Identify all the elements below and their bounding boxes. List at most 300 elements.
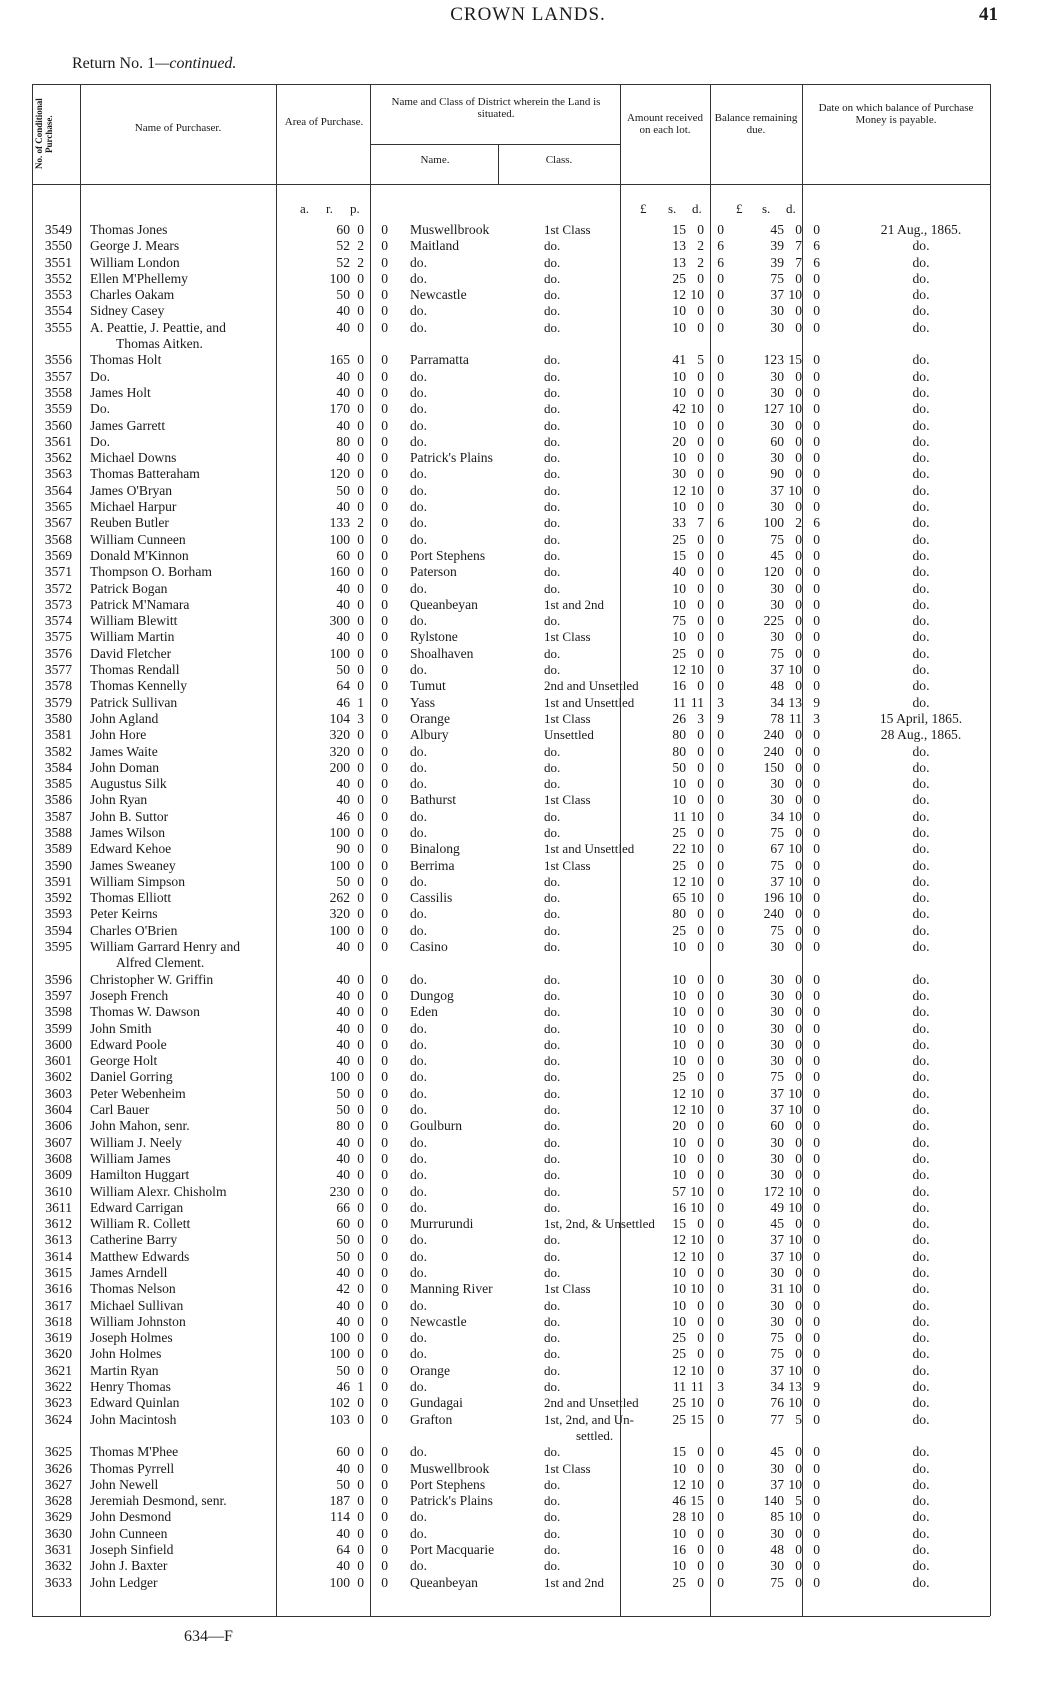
payment-date: do.: [912, 384, 930, 400]
district-class: do.: [544, 254, 561, 270]
purchaser-name: Edward Poole: [90, 1036, 167, 1052]
table-row: [32, 776, 994, 792]
balance-value: 37: [770, 1476, 784, 1492]
amount-value: 0: [717, 1362, 724, 1378]
amount-value: 33: [672, 515, 686, 531]
table-row: [32, 369, 994, 385]
district-name: do.: [410, 824, 427, 840]
district-name: do.: [410, 906, 427, 922]
purchase-number: 3624: [44, 1411, 72, 1427]
amount-value: 46: [672, 1493, 686, 1509]
payment-date: do.: [912, 580, 930, 596]
district-class: do.: [544, 1020, 561, 1036]
area-value: 40: [336, 450, 350, 466]
table-row: [32, 222, 994, 238]
table-row: [32, 1298, 994, 1314]
purchase-number: 3614: [44, 1248, 72, 1264]
district-name: Casino: [410, 939, 448, 955]
district-name: Patrick's Plains: [410, 1493, 493, 1509]
purchase-number: 3572: [44, 580, 72, 596]
balance-value: 0: [813, 417, 820, 433]
amount-value: 0: [697, 645, 704, 661]
balance-value: 0: [795, 1444, 802, 1460]
balance-value: 0: [795, 939, 802, 955]
purchase-number: 3567: [44, 515, 72, 531]
amount-value: 0: [717, 1248, 724, 1264]
balance-value: 67: [770, 841, 784, 857]
purchaser-name: John Holmes: [90, 1346, 162, 1362]
purchase-number: 3588: [44, 824, 72, 840]
payment-date: do.: [912, 547, 930, 563]
amount-value: 0: [697, 1313, 704, 1329]
balance-value: 0: [795, 824, 802, 840]
district-class: do.: [544, 401, 561, 417]
balance-value: 0: [795, 596, 802, 612]
table-row: [32, 1249, 994, 1265]
district-name: do.: [410, 417, 427, 433]
area-value: 0: [357, 287, 364, 303]
balance-value: 0: [795, 1167, 802, 1183]
balance-value: 10: [788, 1085, 802, 1101]
amount-value: 0: [717, 727, 724, 743]
balance-value: 0: [813, 857, 820, 873]
return-label: Return No. 1: [72, 55, 156, 72]
district-name: do.: [410, 1330, 427, 1346]
balance-value: 0: [795, 776, 802, 792]
balance-value: 37: [770, 287, 784, 303]
payment-date: do.: [912, 482, 930, 498]
area-value: 0: [381, 596, 388, 612]
amount-value: 10: [690, 873, 704, 889]
payment-date: do.: [912, 1216, 930, 1232]
balance-value: 10: [788, 1509, 802, 1525]
purchase-number: 3559: [44, 401, 72, 417]
payment-date: do.: [912, 1069, 930, 1085]
amount-value: 0: [717, 890, 724, 906]
purchase-number: 3621: [44, 1362, 72, 1378]
table-row: [32, 1444, 994, 1460]
payment-date: do.: [912, 1379, 930, 1395]
purchase-number: 3587: [44, 808, 72, 824]
balance-value: 0: [813, 808, 820, 824]
amount-value: 0: [717, 433, 724, 449]
balance-value: 10: [788, 1232, 802, 1248]
area-value: 40: [336, 499, 350, 515]
district-class: do.: [544, 1053, 561, 1069]
balance-value: 0: [813, 906, 820, 922]
area-value: 320: [329, 906, 350, 922]
payment-date: do.: [912, 1395, 930, 1411]
balance-value: 75: [770, 1069, 784, 1085]
balance-value: 127: [763, 401, 784, 417]
payment-date: do.: [912, 1265, 930, 1280]
district-name: do.: [410, 1134, 427, 1150]
table-row: [32, 678, 994, 694]
district-class: do.: [544, 352, 561, 368]
area-value: 0: [357, 1134, 364, 1150]
purchaser-name: Thomas Nelson: [90, 1281, 176, 1297]
district-name: Orange: [410, 710, 451, 726]
amount-value: 0: [697, 743, 704, 759]
district-name: Muswellbrook: [410, 222, 490, 237]
amount-value: 10: [672, 776, 686, 792]
balance-value: 0: [795, 1558, 802, 1574]
purchase-number: 3550: [44, 238, 72, 254]
area-value: 0: [381, 270, 388, 286]
purchaser-name: William J. Neely: [90, 1134, 182, 1150]
balance-value: 0: [813, 1362, 820, 1378]
balance-value: 7: [795, 254, 802, 270]
district-name: Queanbeyan: [410, 1574, 478, 1590]
district-name: do.: [410, 499, 427, 515]
balance-value: 3: [813, 710, 820, 726]
purchase-number: 3590: [44, 857, 72, 873]
district-name: Eden: [410, 1004, 438, 1020]
balance-value: 0: [795, 1542, 802, 1558]
purchaser-name: A. Peattie, J. Peattie, and Thomas Aitken.: [90, 320, 330, 352]
area-value: 2: [357, 515, 364, 531]
balance-value: 15: [788, 352, 802, 368]
area-value: 0: [381, 1069, 388, 1085]
purchaser-name: Martin Ryan: [90, 1362, 159, 1378]
area-value: 0: [381, 1493, 388, 1509]
balance-value: 30: [770, 580, 784, 596]
payment-date: do.: [912, 662, 930, 678]
purchase-number: 3592: [44, 890, 72, 906]
balance-value: 0: [795, 270, 802, 286]
amount-value: 0: [717, 1150, 724, 1166]
area-value: 230: [329, 1183, 350, 1199]
area-value: 60: [336, 222, 350, 237]
payment-date: do.: [912, 1020, 930, 1036]
amount-value: 10: [690, 287, 704, 303]
balance-value: 5: [795, 1411, 802, 1427]
amount-value: 10: [672, 1167, 686, 1183]
area-value: 0: [357, 678, 364, 694]
purchase-number: 3609: [44, 1167, 72, 1183]
amount-value: 12: [672, 1248, 686, 1264]
purchase-number: 3610: [44, 1183, 72, 1199]
amount-value: 25: [672, 1574, 686, 1590]
balance-value: 0: [795, 922, 802, 938]
purchase-number: 3602: [44, 1069, 72, 1085]
balance-value: 172: [763, 1183, 784, 1199]
balance-value: 0: [795, 857, 802, 873]
purchaser-name: James Holt: [90, 384, 151, 400]
area-value: 0: [357, 450, 364, 466]
amount-value: 0: [697, 857, 704, 873]
amount-value: 80: [672, 727, 686, 743]
balance-value: 0: [795, 564, 802, 580]
district-name: do.: [410, 1297, 427, 1313]
balance-value: 0: [813, 1085, 820, 1101]
purchase-number: 3597: [44, 987, 72, 1003]
district-name: do.: [410, 613, 427, 629]
amount-value: 20: [672, 433, 686, 449]
area-value: 0: [357, 939, 364, 955]
purchase-number: 3586: [44, 792, 72, 808]
purchase-number: 3589: [44, 841, 72, 857]
district-class: do.: [544, 482, 561, 498]
unit-shillings-balance: s.: [762, 201, 771, 216]
district-name: Port Stephens: [410, 547, 486, 563]
purchaser-name: Ellen M'Phellemy: [90, 270, 188, 286]
table-row: [32, 1346, 994, 1362]
purchaser-name: John Mahon, senr.: [90, 1118, 190, 1134]
balance-value: 13: [788, 694, 802, 710]
table-row: [32, 1265, 994, 1281]
area-value: 0: [357, 222, 364, 237]
amount-value: 10: [672, 580, 686, 596]
amount-value: 0: [697, 987, 704, 1003]
balance-value: 39: [770, 238, 784, 254]
amount-value: 0: [717, 1493, 724, 1509]
purchase-number: 3575: [44, 629, 72, 645]
purchase-number: 3581: [44, 727, 72, 743]
table-row: [32, 1167, 994, 1183]
area-value: 40: [336, 792, 350, 808]
area-value: 0: [357, 499, 364, 515]
payment-date: do.: [912, 987, 930, 1003]
balance-value: 0: [795, 1150, 802, 1166]
purchaser-name: Thomas W. Dawson: [90, 1004, 200, 1020]
balance-value: 0: [813, 1134, 820, 1150]
amount-value: 65: [672, 890, 686, 906]
district-class: do.: [544, 906, 561, 922]
area-value: 0: [357, 1183, 364, 1199]
purchaser-name: William Johnston: [90, 1313, 186, 1329]
amount-value: 0: [697, 906, 704, 922]
balance-value: 0: [813, 1265, 820, 1280]
col-head-district: Name and Class of District wherein the Land is situated.: [391, 96, 601, 120]
balance-value: 196: [763, 890, 784, 906]
district-name: Goulburn: [410, 1118, 463, 1134]
area-value: 0: [357, 1330, 364, 1346]
amount-value: 15: [672, 1216, 686, 1232]
amount-value: 0: [717, 759, 724, 775]
district-class: 1st Class: [544, 1281, 591, 1297]
amount-value: 0: [697, 417, 704, 433]
balance-value: 0: [813, 890, 820, 906]
payment-date: do.: [912, 564, 930, 580]
area-value: 0: [381, 1379, 388, 1395]
district-name: do.: [410, 433, 427, 449]
balance-value: 0: [795, 971, 802, 987]
area-value: 40: [336, 1313, 350, 1329]
purchaser-name: John Cunneen: [90, 1525, 168, 1541]
balance-value: 100: [763, 515, 784, 531]
amount-value: 0: [697, 971, 704, 987]
table-row: [32, 1363, 994, 1379]
district-name: do.: [410, 384, 427, 400]
balance-value: 0: [813, 1493, 820, 1509]
amount-value: 0: [697, 1036, 704, 1052]
amount-value: 10: [672, 1525, 686, 1541]
area-value: 0: [357, 270, 364, 286]
amount-value: 57: [672, 1183, 686, 1199]
purchase-number: 3571: [44, 564, 72, 580]
area-value: 0: [381, 629, 388, 645]
amount-value: 0: [697, 1346, 704, 1362]
balance-value: 0: [813, 1460, 820, 1476]
balance-value: 30: [770, 1167, 784, 1183]
unit-shillings-amount: s.: [668, 201, 677, 216]
purchase-number: 3568: [44, 531, 72, 547]
area-value: 0: [381, 824, 388, 840]
payment-date: do.: [912, 939, 930, 955]
district-class: do.: [544, 1297, 561, 1313]
balance-value: 0: [813, 841, 820, 857]
amount-value: 10: [690, 1102, 704, 1118]
balance-value: 0: [795, 319, 802, 335]
amount-value: 28: [672, 1509, 686, 1525]
amount-value: 6: [717, 254, 724, 270]
balance-value: 45: [770, 1216, 784, 1232]
table-row: [32, 1216, 994, 1232]
district-class: do.: [544, 1183, 561, 1199]
district-name: Parramatta: [410, 352, 469, 368]
amount-value: 7: [697, 515, 704, 531]
district-name: do.: [410, 531, 427, 547]
area-value: 0: [381, 727, 388, 743]
amount-value: 0: [697, 1574, 704, 1590]
balance-value: 0: [813, 1509, 820, 1525]
district-name: do.: [410, 1199, 427, 1215]
district-class: do.: [544, 287, 561, 303]
balance-value: 0: [813, 1476, 820, 1492]
area-value: 103: [329, 1411, 350, 1427]
purchaser-name: Catherine Barry: [90, 1232, 178, 1248]
area-value: 52: [336, 238, 350, 254]
amount-value: 0: [697, 1525, 704, 1541]
balance-value: 0: [795, 466, 802, 482]
area-value: 0: [357, 1069, 364, 1085]
balance-value: 2: [795, 515, 802, 531]
area-value: 0: [381, 662, 388, 678]
district-name: do.: [410, 922, 427, 938]
area-value: 300: [329, 613, 350, 629]
purchase-number: 3629: [44, 1509, 72, 1525]
balance-value: 0: [813, 1542, 820, 1558]
amount-value: 0: [697, 368, 704, 384]
purchase-number: 3594: [44, 922, 72, 938]
area-value: 0: [381, 238, 388, 254]
unit-roods: r.: [326, 201, 333, 216]
purchaser-name: Christopher W. Griffin: [90, 971, 214, 987]
area-value: 60: [336, 1444, 350, 1460]
amount-value: 0: [697, 466, 704, 482]
purchaser-name: Thomas Pyrrell: [90, 1460, 175, 1476]
area-value: 2: [357, 238, 364, 254]
district-class: do.: [544, 1362, 561, 1378]
district-name: do.: [410, 482, 427, 498]
payment-date: do.: [912, 319, 930, 335]
balance-value: 0: [813, 596, 820, 612]
amount-value: 0: [697, 1150, 704, 1166]
amount-value: 0: [717, 1004, 724, 1020]
purchaser-name: James Arndell: [90, 1265, 168, 1280]
amount-value: 5: [697, 352, 704, 368]
purchaser-name: William Garrard Henry and Alfred Clement.: [90, 939, 330, 971]
area-value: 0: [357, 1150, 364, 1166]
balance-value: 0: [813, 1346, 820, 1362]
purchaser-name: Thomas Batteraham: [90, 466, 200, 482]
amount-value: 0: [717, 613, 724, 629]
district-class: do.: [544, 515, 561, 531]
payment-date: do.: [912, 1346, 930, 1362]
balance-value: 0: [813, 401, 820, 417]
purchase-number: 3582: [44, 743, 72, 759]
payment-date: do.: [912, 466, 930, 482]
purchase-number: 3628: [44, 1493, 72, 1509]
balance-value: 0: [795, 1525, 802, 1541]
balance-value: 9: [813, 694, 820, 710]
amount-value: 16: [672, 1199, 686, 1215]
district-name: do.: [410, 1183, 427, 1199]
amount-value: 10: [690, 401, 704, 417]
table-row: [32, 1558, 994, 1574]
amount-value: 10: [672, 1020, 686, 1036]
area-value: 0: [381, 906, 388, 922]
amount-value: 0: [717, 662, 724, 678]
amount-value: 41: [672, 352, 686, 368]
amount-value: 25: [672, 1411, 686, 1427]
purchaser-name: Michael Harpur: [90, 499, 177, 515]
area-value: 0: [357, 662, 364, 678]
amount-value: 15: [672, 1444, 686, 1460]
area-value: 0: [357, 1102, 364, 1118]
amount-value: 0: [697, 580, 704, 596]
purchase-number: 3561: [44, 433, 72, 449]
amount-value: 10: [672, 384, 686, 400]
balance-value: 0: [795, 303, 802, 319]
district-name: do.: [410, 580, 427, 596]
district-class: 1st Class: [544, 629, 591, 645]
amount-value: 10: [672, 1053, 686, 1069]
area-value: 0: [381, 1118, 388, 1134]
purchaser-name: Sidney Casey: [90, 303, 165, 319]
payment-date: do.: [912, 401, 930, 417]
balance-value: 37: [770, 1362, 784, 1378]
area-value: 0: [381, 1167, 388, 1183]
balance-value: 30: [770, 1313, 784, 1329]
balance-value: 0: [813, 384, 820, 400]
purchase-number: 3577: [44, 662, 72, 678]
area-value: 0: [381, 1248, 388, 1264]
payment-date: do.: [912, 531, 930, 547]
purchase-number: 3569: [44, 547, 72, 563]
table-row: [32, 238, 994, 254]
area-value: 0: [357, 987, 364, 1003]
balance-value: 0: [795, 743, 802, 759]
balance-value: 10: [788, 1183, 802, 1199]
area-value: 40: [336, 1460, 350, 1476]
purchaser-name: Augustus Silk: [90, 776, 167, 792]
balance-value: 10: [788, 1281, 802, 1297]
district-class: do.: [544, 1542, 561, 1558]
purchaser-name: Michael Downs: [90, 450, 177, 466]
area-value: 100: [329, 270, 350, 286]
amount-value: 0: [717, 857, 724, 873]
purchaser-name: John Ryan: [90, 792, 148, 808]
amount-value: 0: [697, 547, 704, 563]
amount-value: 0: [717, 1020, 724, 1036]
area-value: 0: [381, 499, 388, 515]
district-class: 1st Class: [544, 792, 591, 808]
payment-date: do.: [912, 1004, 930, 1020]
district-name: do.: [410, 1020, 427, 1036]
purchaser-name: Thompson O. Borham: [90, 564, 212, 580]
